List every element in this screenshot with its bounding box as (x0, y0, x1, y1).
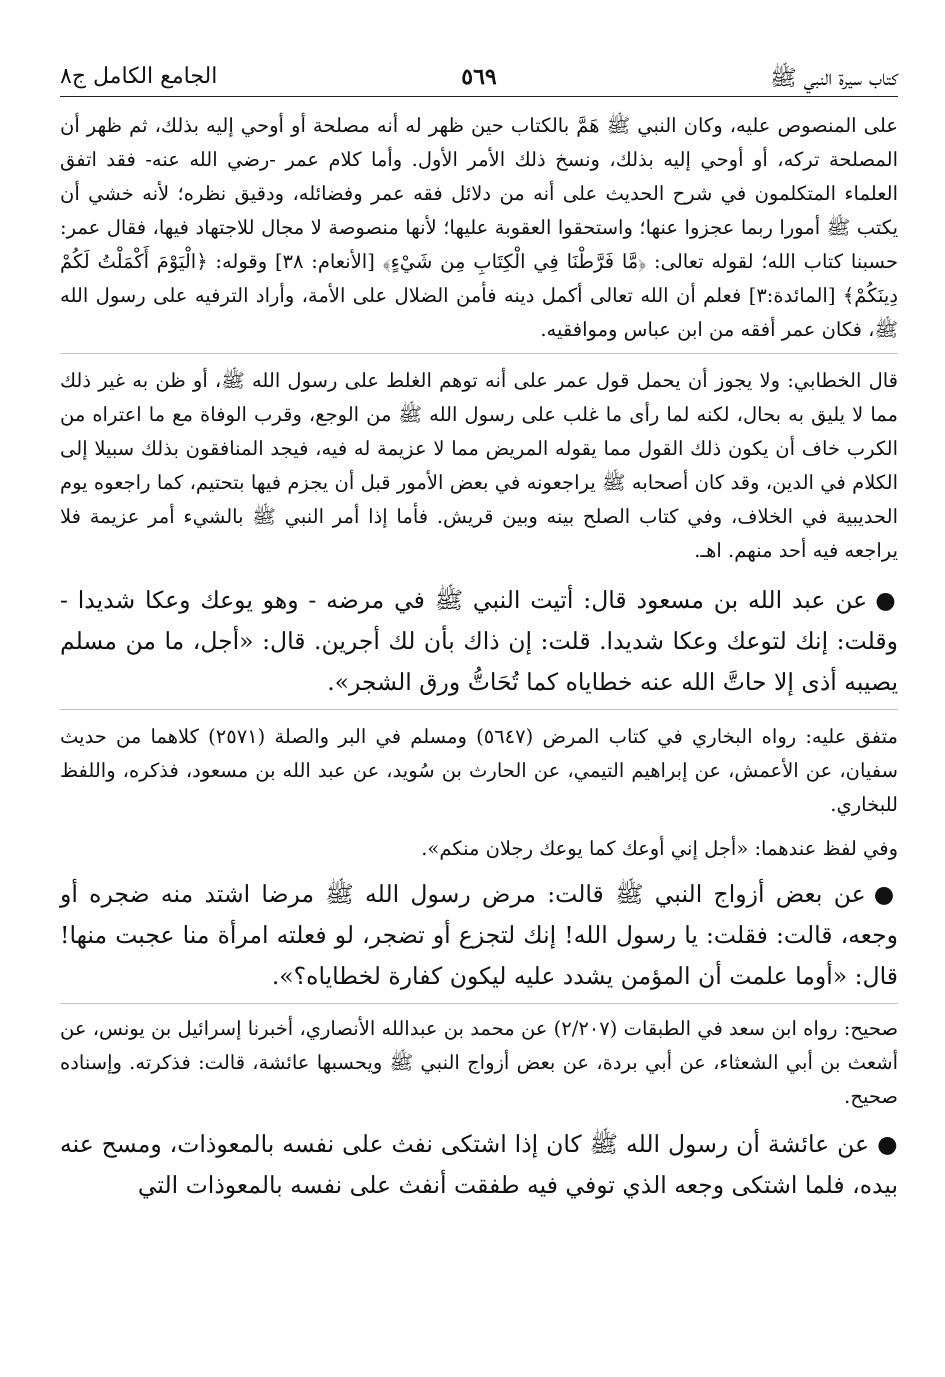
takhrij-text-1: متفق عليه: رواه البخاري في كتاب المرض (٥٦٤٧) ومسلم في البر والصلة (٢٥٧١) كلاهما من حديث سفيان، عن الأعمش، عن إبراهيم التيمي، عن الحارث بن سُويد، عن عبد الله بن مسعود، فذكره، واللفظ للبخاري. (60, 725, 898, 816)
hadith-text-2: عن بعض أزواج النبي ﷺ قالت: مرض رسول الله ﷺ مرضا اشتد منه ضجره أو وجعه، قالت: فقلت: يا رسول الله! إنك لتجزع أو تضجر، لو فعلته امرأة منا عجبت منها! قال: «أوما علمت أن المؤمن يشدد عليه ليكون كفارة لخطاياه؟». (60, 880, 898, 990)
commentary-text-1: على المنصوص عليه، وكان النبي ﷺ هَمَّ بالكتاب حين ظهر له أنه مصلحة أو أوحي إليه بذلك، ثم ظهر أن المصلحة تركه، أو أوحي إليه بذلك، ونسخ ذلك الأمر الأول. وأما كلام عمر -رضي الله عنه- فقد اتفق العلماء المتكلمون في شرح الحديث على أنه من دلائل فقه عمر وفضائله، ودقيق نظره؛ لأنه خشي أن يكتب ﷺ أمورا ربما عجزوا عنها؛ واستحقوا العقوبة عليها؛ لأنها منصوصة لا مجال للاجتهاد فيها، فقال عمر: حسبنا كتاب الله؛ لقوله تعالى: ﴿مَّا فَرَّطْنَا فِي الْكِتَابِ مِن شَيْءٍ﴾ [الأنعام: ٣٨] وقوله: ﴿الْيَوْمَ أَكْمَلْتُ لَكُمْ دِينَكُمْ﴾ [المائدة:٣] فعلم أن الله تعالى أكمل دينه فأمن الضلال على الأمة، وأراد الترفيه على رسول الله ﷺ، فكان عمر أفقه من ابن عباس وموافقيه. (60, 114, 898, 341)
hadith-text-1: عن عبد الله بن مسعود قال: أتيت النبي ﷺ في مرضه - وهو يوعك وعكا شديدا - وقلت: إنك لتوعك وعكا شديدا. قلت: إن ذاك بأن لك أجرين. قال: «أجل، ما من مسلم يصيبه أذى إلا حاتَّ الله عنه خطاياه كما تُحَاتُّ ورق الشجر». (60, 586, 898, 696)
bullet-icon: ● (875, 586, 898, 614)
variant-wording-text: وفي لفظ عندهما: «أجل إني أوعك كما يوعك رجلان منكم». (421, 837, 898, 860)
divider (60, 709, 898, 710)
bullet-icon: ● (877, 1130, 898, 1158)
commentary-text-2: قال الخطابي: ولا يجوز أن يحمل قول عمر على أنه توهم الغلط على رسول الله ﷺ، أو ظن به غير ذلك مما لا يليق به بحال، لكنه لما رأى ما غلب على رسول الله ﷺ من الوجع، وقرب الوفاة مع ما اعتراه من الكرب خاف أن يكون ذلك القول مما يقوله المريض مما لا عزيمة له فيه، فيجد المنافقون بذلك سبيلا إلى الكلام في الدين، وقد كان أصحابه ﷺ يراجعونه في بعض الأمور قبل أن يجزم فيها بتحتيم، كما راجعوه يوم الحديبية في الخلاف، وفي كتاب الصلح بينه وبين قريش. فأما إذا أمر النبي ﷺ بالشيء أمر عزيمة فلا يراجعه فيه أحد منهم. اهـ. (60, 369, 898, 562)
divider (60, 353, 898, 354)
hadith-text-3: عن عائشة أن رسول الله ﷺ كان إذا اشتكى نفث على نفسه بالمعوذات، ومسح عنه بيده، فلما اشتكى وجعه الذي توفي فيه طفقت أنفث على نفسه بالمعوذات التي (60, 1130, 898, 1199)
divider (60, 1003, 898, 1004)
variant-wording-paragraph (60, 832, 898, 866)
series-title: الجامع الكامل ج٨ (60, 64, 218, 89)
hadith-paragraph-1 (60, 580, 898, 703)
takhrij-text-2: صحيح: رواه ابن سعد في الطبقات (٢/٢٠٧) عن محمد بن عبدالله الأنصاري، أخبرنا إسرائيل بن يونس، عن أشعث بن أبي الشعثاء، عن أبي بردة، عن بعض أزواج النبي ﷺ ويحسبها عائشة، قالت: فذكرته. وإسناده صحيح. (60, 1017, 898, 1108)
page-number: ٥٦٩ (461, 64, 497, 90)
bullet-icon: ● (873, 880, 898, 908)
takhrij-paragraph-2 (60, 1012, 898, 1114)
hadith-paragraph-3 (60, 1124, 898, 1206)
page-header (60, 56, 898, 97)
commentary-paragraph-2 (60, 364, 898, 568)
document-page (60, 56, 898, 1206)
commentary-paragraph-1 (60, 109, 898, 347)
takhrij-paragraph-1 (60, 720, 898, 822)
hadith-paragraph-2 (60, 874, 898, 997)
book-title: كتاب سيرة النبي ﷺ (770, 66, 898, 91)
